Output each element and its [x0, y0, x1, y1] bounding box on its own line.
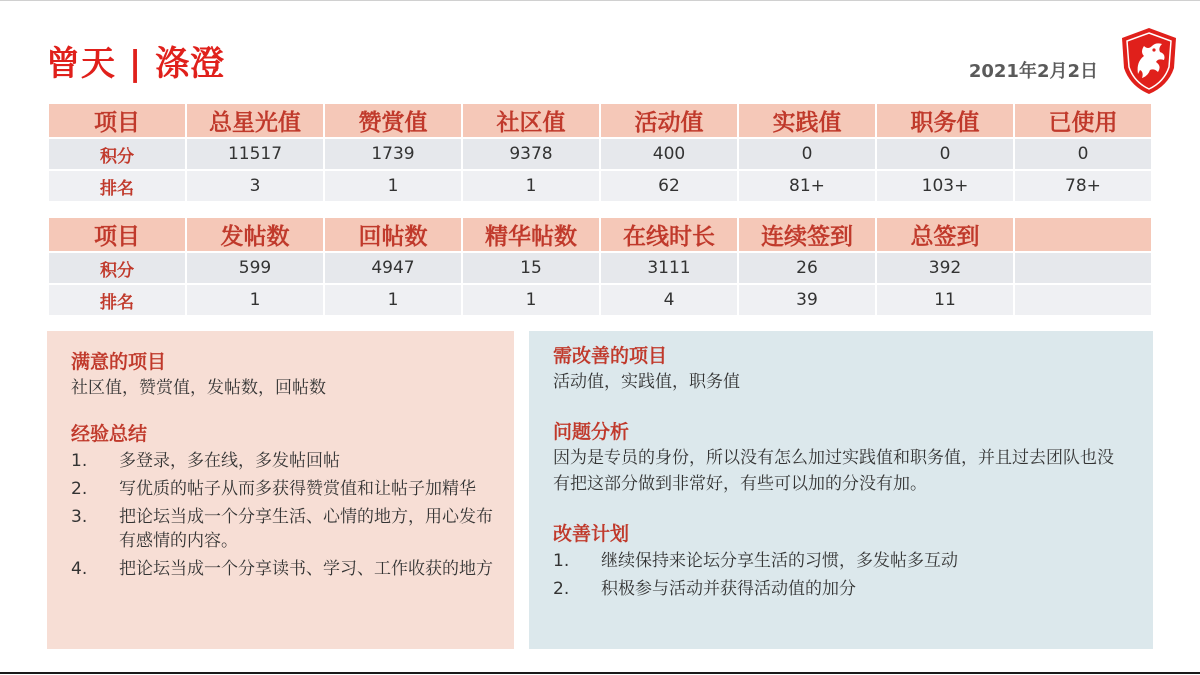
table-cell: 81+ — [739, 171, 875, 201]
improve-text: 活动值，实践值，职务值 — [553, 372, 740, 392]
bottom-divider — [0, 672, 1200, 674]
analysis-heading: 问题分析 — [553, 421, 630, 443]
list-item-number: 3. — [71, 507, 88, 527]
score-table-1 — [47, 102, 1153, 203]
table-cell: 78+ — [1015, 171, 1151, 201]
list-item-number: 1. — [553, 551, 570, 571]
table-cell: 103+ — [877, 171, 1013, 201]
table-row — [49, 171, 1151, 201]
table-row — [49, 139, 1151, 169]
satisfied-text: 社区值，赞赏值，发帖数，回帖数 — [71, 378, 326, 398]
right-panel — [529, 331, 1153, 649]
list-item — [71, 477, 494, 501]
table-cell: 62 — [601, 171, 737, 201]
list-item — [71, 449, 494, 473]
table-header-cell: 已使用 — [1015, 104, 1151, 137]
table-header-cell: 活动值 — [601, 104, 737, 137]
plan-heading: 改善计划 — [553, 523, 630, 545]
table-header-row — [49, 104, 1151, 137]
summary-list — [71, 449, 494, 581]
table-header-cell: 发帖数 — [187, 218, 323, 251]
table-cell: 4 — [601, 285, 737, 315]
table-cell: 3 — [187, 171, 323, 201]
table-cell: 1 — [325, 285, 461, 315]
row-label: 积分 — [49, 139, 185, 169]
table-cell: 599 — [187, 253, 323, 283]
satisfied-heading: 满意的项目 — [71, 351, 167, 373]
list-item-text: 继续保持来论坛分享生活的习惯，多发帖多互动 — [601, 551, 958, 571]
table-header-cell: 总星光值 — [187, 104, 323, 137]
table-cell: 0 — [739, 139, 875, 169]
top-divider — [0, 0, 1200, 1]
table-cell: 1 — [187, 285, 323, 315]
table-header-cell: 项目 — [49, 104, 185, 137]
list-item-number: 4. — [71, 559, 88, 579]
table-cell: 0 — [877, 139, 1013, 169]
table-header-cell: 项目 — [49, 218, 185, 251]
table-row — [49, 253, 1151, 283]
row-label: 排名 — [49, 171, 185, 201]
table-cell: 0 — [1015, 139, 1151, 169]
table-header-cell: 职务值 — [877, 104, 1013, 137]
table-header-cell: 精华帖数 — [463, 218, 599, 251]
dragon-shield-logo-icon — [1118, 26, 1180, 96]
table-header-cell: 实践值 — [739, 104, 875, 137]
analysis-text: 因为是专员的身份，所以没有怎么加过实践值和职务值，并且过去团队也没有把这部分做到非常好，有些可以加的分没有加。 — [553, 448, 1114, 494]
table-cell: 26 — [739, 253, 875, 283]
table-cell: 1739 — [325, 139, 461, 169]
table-header-cell: 连续签到 — [739, 218, 875, 251]
list-item-number: 2. — [553, 579, 570, 599]
table-header-row — [49, 218, 1151, 251]
list-item-text: 写优质的帖子从而多获得赞赏值和让帖子加精华 — [119, 479, 476, 499]
summary-heading: 经验总结 — [71, 423, 148, 445]
table-header-cell: 回帖数 — [325, 218, 461, 251]
table-header-cell: 赞赏值 — [325, 104, 461, 137]
table-cell — [1015, 253, 1151, 283]
table-cell: 1 — [325, 171, 461, 201]
table-cell: 1 — [463, 171, 599, 201]
table-row — [49, 285, 1151, 315]
list-item-text: 把论坛当成一个分享读书、学习、工作收获的地方 — [119, 559, 493, 579]
plan-list — [553, 549, 1123, 601]
table-cell: 1 — [463, 285, 599, 315]
list-item — [553, 549, 1123, 573]
table-cell: 392 — [877, 253, 1013, 283]
row-label: 排名 — [49, 285, 185, 315]
table-cell: 11 — [877, 285, 1013, 315]
table-header-cell: 总签到 — [877, 218, 1013, 251]
list-item — [71, 557, 494, 581]
list-item-number: 2. — [71, 479, 88, 499]
table-header-cell — [1015, 218, 1151, 251]
page-title: 曾天 | 涤澄 — [46, 44, 226, 84]
table-header-cell: 社区值 — [463, 104, 599, 137]
left-panel — [47, 331, 514, 649]
table-cell: 9378 — [463, 139, 599, 169]
table-cell: 15 — [463, 253, 599, 283]
list-item — [71, 505, 494, 553]
row-label: 积分 — [49, 253, 185, 283]
date-label: 2021年2月2日 — [968, 61, 1098, 82]
list-item-text: 多登录，多在线，多发帖回帖 — [119, 451, 340, 471]
table-cell: 11517 — [187, 139, 323, 169]
list-item-number: 1. — [71, 451, 88, 471]
table-cell: 3111 — [601, 253, 737, 283]
table-cell — [1015, 285, 1151, 315]
table-cell: 4947 — [325, 253, 461, 283]
list-item — [553, 577, 1123, 601]
score-table-2 — [47, 216, 1153, 317]
improve-heading: 需改善的项目 — [553, 345, 668, 367]
table-cell: 400 — [601, 139, 737, 169]
list-item-text: 积极参与活动并获得活动值的加分 — [601, 579, 856, 599]
list-item-text: 把论坛当成一个分享生活、心情的地方，用心发布有感情的内容。 — [119, 507, 493, 551]
table-header-cell: 在线时长 — [601, 218, 737, 251]
table-cell: 39 — [739, 285, 875, 315]
